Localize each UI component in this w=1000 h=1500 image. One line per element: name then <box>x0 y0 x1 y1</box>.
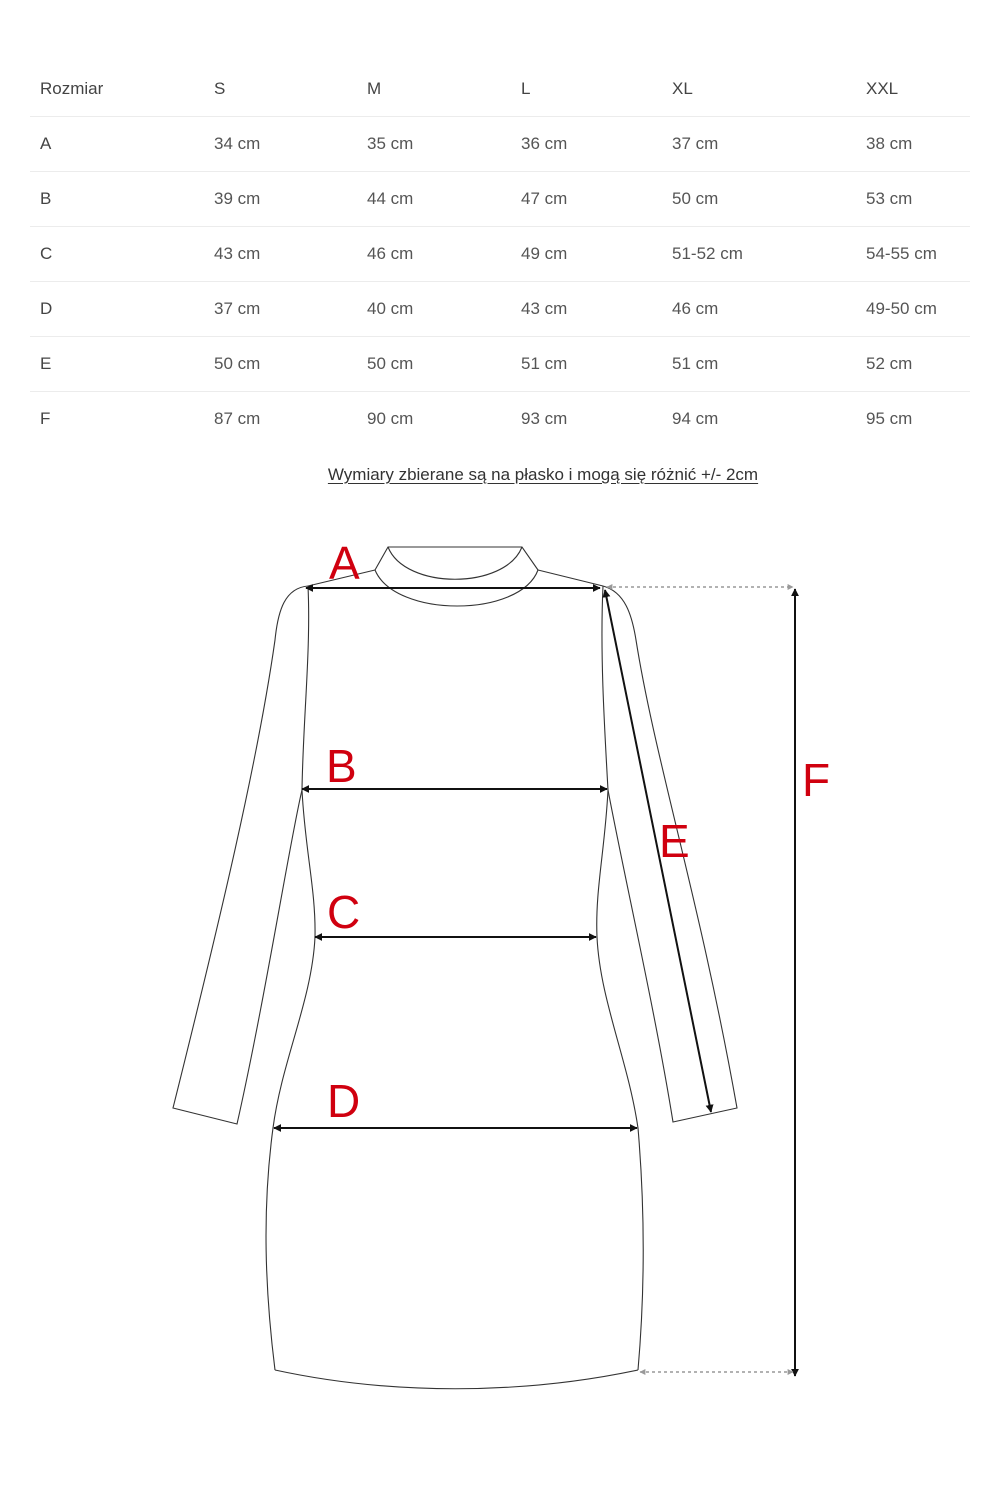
left-sleeve <box>173 586 308 1124</box>
table-cell: 50 cm <box>214 354 261 373</box>
collar-shape <box>375 547 538 606</box>
label-d: D <box>327 1075 361 1127</box>
table-cell: 87 cm <box>214 409 261 428</box>
table-cell: 52 cm <box>866 354 913 373</box>
label-b: B <box>326 740 357 792</box>
header-cell: M <box>367 79 382 98</box>
table-cell: B <box>40 189 52 208</box>
table-cell: E <box>40 354 52 373</box>
right-shoulder <box>538 570 603 586</box>
left-body-side <box>266 586 315 1370</box>
table-cell: 95 cm <box>866 409 913 428</box>
measurement-note: Wymiary zbierane są na płasko i mogą się różnić +/- 2cm <box>327 465 759 484</box>
table-cell: 46 cm <box>367 244 414 263</box>
table-cell: 51 cm <box>672 354 719 373</box>
header-cell: L <box>521 79 531 98</box>
table-cell: A <box>40 134 52 153</box>
table-cell: 51 cm <box>521 354 568 373</box>
table-cell: 46 cm <box>672 299 719 318</box>
table-cell: 35 cm <box>367 134 414 153</box>
arrow-e <box>605 590 711 1112</box>
table-cell: 34 cm <box>214 134 261 153</box>
table-cell: 93 cm <box>521 409 568 428</box>
table-cell: 38 cm <box>866 134 913 153</box>
header-cell: Rozmiar <box>40 79 104 98</box>
table-cell: 44 cm <box>367 189 414 208</box>
header-cell: XXL <box>866 79 899 98</box>
label-e: E <box>659 815 690 867</box>
table-cell: 36 cm <box>521 134 568 153</box>
label-f: F <box>802 754 831 806</box>
dress-outline <box>173 547 737 1389</box>
table-cell: 40 cm <box>367 299 414 318</box>
table-cell: D <box>40 299 53 318</box>
table-cell: 50 cm <box>672 189 719 208</box>
table-cell: F <box>40 409 51 428</box>
collar-inner-line <box>388 547 522 579</box>
table-cell: 49 cm <box>521 244 568 263</box>
table-cell: 43 cm <box>521 299 568 318</box>
table-cell: 94 cm <box>672 409 719 428</box>
table-cell: C <box>40 244 53 263</box>
table-cell: 49-50 cm <box>866 299 937 318</box>
header-cell: XL <box>672 79 693 98</box>
table-cell: 50 cm <box>367 354 414 373</box>
label-c: C <box>327 886 361 938</box>
table-cell: 53 cm <box>866 189 913 208</box>
table-cell: 47 cm <box>521 189 568 208</box>
table-cell: 43 cm <box>214 244 261 263</box>
table-cell: 51-52 cm <box>672 244 743 263</box>
table-cell: 54-55 cm <box>866 244 937 263</box>
header-cell: S <box>214 79 226 98</box>
right-body-side <box>597 586 644 1370</box>
hem <box>275 1370 638 1389</box>
table-cell: 39 cm <box>214 189 261 208</box>
table-cell: 90 cm <box>367 409 414 428</box>
label-a: A <box>329 537 360 589</box>
table-cell: 37 cm <box>672 134 719 153</box>
table-cell: 37 cm <box>214 299 261 318</box>
